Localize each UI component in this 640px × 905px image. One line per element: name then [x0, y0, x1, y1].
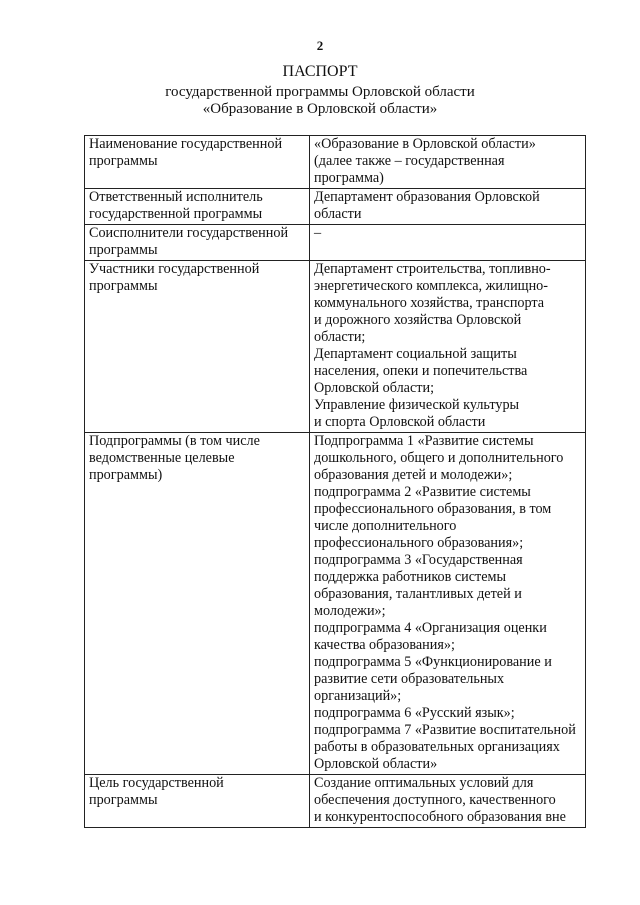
value-line: молодежи»;: [314, 603, 386, 619]
page-number: 2: [316, 38, 324, 53]
value-line: качества образования»;: [314, 637, 455, 653]
value-line: подпрограмма 5 «Функционирование и: [314, 654, 552, 670]
row-label: [85, 136, 310, 189]
value-line: Орловской области»: [314, 756, 438, 772]
row-value: [310, 136, 586, 189]
value-line: развитие сети образовательных: [314, 671, 505, 687]
value-line: Управление физической культуры: [314, 397, 520, 413]
value-line: энергетического комплекса, жилищно-: [314, 278, 548, 294]
row-label: [85, 225, 310, 261]
label-line: программы): [89, 467, 163, 483]
value-line: поддержка работников системы: [314, 569, 507, 585]
value-line: Создание оптимальных условий для: [314, 775, 534, 791]
value-line: и дорожного хозяйства Орловской: [314, 312, 522, 328]
value-line: и спорта Орловской области: [314, 414, 486, 430]
subtitle-line: «Образование в Орловской области»: [202, 101, 438, 117]
table-row-program-name: [85, 136, 586, 189]
label-line: программы: [89, 242, 158, 258]
value-line: профессионального образования»;: [314, 535, 524, 551]
value-line: «Образование в Орловской области»: [314, 136, 536, 152]
label-line: Наименование государственной: [89, 136, 283, 152]
label-line: государственной программы: [89, 206, 263, 222]
label-line: ведомственные целевые: [89, 450, 235, 466]
row-value: [310, 775, 586, 828]
value-line: коммунального хозяйства, транспорта: [314, 295, 545, 311]
value-line: подпрограмма 4 «Организация оценки: [314, 620, 547, 636]
value-line: подпрограмма 2 «Развитие системы: [314, 484, 531, 500]
table-row-participants: [85, 261, 586, 433]
value-line: и конкурентоспособного образования вне: [314, 809, 566, 825]
value-line: обеспечения доступного, качественного: [314, 792, 556, 808]
table-row-program-goal: [85, 775, 586, 828]
value-line: Подпрограмма 1 «Развитие системы: [314, 433, 534, 449]
value-line: области: [314, 206, 362, 222]
value-line: (далее также – государственная: [314, 153, 505, 169]
row-label: [85, 189, 310, 225]
value-line: Департамент образования Орловской: [314, 189, 540, 205]
subtitle-line: государственной программы Орловской области: [165, 84, 475, 100]
label-line: программы: [89, 792, 158, 808]
label-line: Ответственный исполнитель: [89, 189, 263, 205]
value-line: Департамент социальной защиты: [314, 346, 517, 362]
row-label: [85, 433, 310, 775]
table-row-co-executors: [85, 225, 586, 261]
value-line: –: [314, 225, 322, 241]
document-title: ПАСПОРТ: [282, 63, 358, 80]
value-line: области;: [314, 329, 366, 345]
value-line: подпрограмма 3 «Государственная: [314, 552, 523, 568]
row-label: [85, 261, 310, 433]
value-line: организаций»;: [314, 688, 402, 704]
value-line: Орловской области;: [314, 380, 435, 396]
table-row-responsible-executor: [85, 189, 586, 225]
row-value: [310, 261, 586, 433]
value-line: населения, опеки и попечительства: [314, 363, 528, 379]
label-line: Подпрограммы (в том числе: [89, 433, 260, 449]
value-line: профессионального образования, в том: [314, 501, 552, 517]
document-subtitle: [0, 84, 640, 118]
label-line: Соисполнители государственной: [89, 225, 289, 241]
value-line: образования, талантливых детей и: [314, 586, 522, 602]
value-line: подпрограмма 7 «Развитие воспитательной: [314, 722, 576, 738]
label-line: Участники государственной: [89, 261, 260, 277]
label-line: программы: [89, 278, 158, 294]
value-line: образования детей и молодежи»;: [314, 467, 513, 483]
value-line: числе дополнительного: [314, 518, 457, 534]
value-line: подпрограмма 6 «Русский язык»;: [314, 705, 515, 721]
value-line: Департамент строительства, топливно-: [314, 261, 551, 277]
value-line: программа): [314, 170, 384, 186]
passport-table: [84, 135, 586, 828]
row-value: [310, 225, 586, 261]
table-row-subprograms: [85, 433, 586, 775]
row-label: [85, 775, 310, 828]
label-line: Цель государственной: [89, 775, 224, 791]
value-line: дошкольного, общего и дополнительного: [314, 450, 564, 466]
label-line: программы: [89, 153, 158, 169]
row-value: [310, 189, 586, 225]
row-value: [310, 433, 586, 775]
value-line: работы в образовательных организациях: [314, 739, 560, 755]
